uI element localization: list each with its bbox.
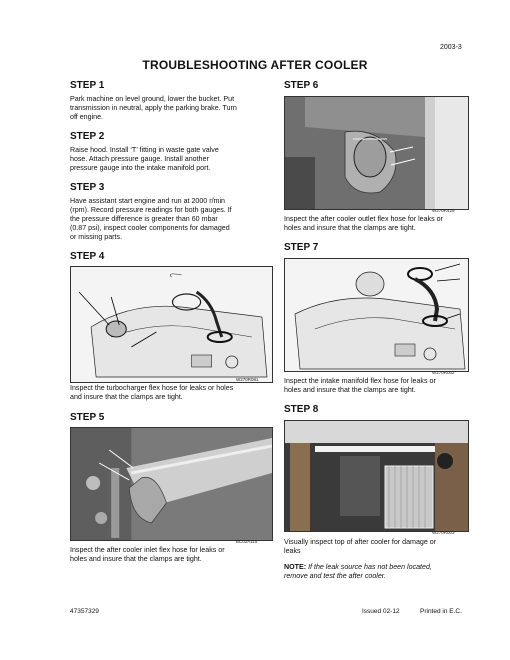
- footer-printed: Printed in E.C.: [420, 608, 462, 615]
- step-2-text: Raise hood. Install ‘T’ fitting in waste gate valve hose. Attach pressure gauge. Install another pressure gauge into the intake manifold port.: [70, 146, 219, 172]
- step-1-heading: STEP 1: [70, 80, 105, 91]
- step-6-text: Inspect the after cooler outlet flex hose for leaks or holes and insure that the clamps are tight.: [284, 215, 443, 232]
- note-text-1: If the leak source has not been located,: [308, 563, 432, 571]
- step-5-image-id: BC02A115: [236, 539, 258, 544]
- step-7-image: [284, 258, 469, 372]
- step-8-heading: STEP 8: [284, 404, 319, 415]
- step-5-heading: STEP 5: [70, 412, 105, 423]
- step-3-heading: STEP 3: [70, 182, 105, 193]
- step-8-text: Visually inspect top of after cooler for damage or leaks: [284, 538, 437, 555]
- page-number: 2003-3: [440, 44, 462, 51]
- step-7-image-id: W270R002: [432, 370, 455, 375]
- step-4-image: [70, 266, 273, 383]
- step-7-heading: STEP 7: [284, 242, 319, 253]
- step-1-text: Park machine on level ground, lower the bucket. Put transmission in neutral, apply the parking brake. Turn off engine.: [70, 95, 237, 121]
- footer-issued: Issued 02-12: [362, 608, 400, 615]
- step-2-heading: STEP 2: [70, 131, 105, 142]
- step-8-image: [284, 420, 469, 532]
- page-title: TROUBLESHOOTING AFTER COOLER: [142, 58, 368, 72]
- step-3-text: Have assistant start engine and run at 2000 r/min (rpm). Record pressure readings for both gauges. If the pressure difference is greater than 60 mbar (0.87 psi), inspect cooler components for damaged or missing parts.: [70, 197, 232, 241]
- step-7-text: Inspect the intake manifold flex hose for leaks or holes and insure that the clamps are tight.: [284, 377, 436, 394]
- step-6-heading: STEP 6: [284, 80, 319, 91]
- step-6-image-id: W270R429: [432, 208, 455, 213]
- step-5-image: [70, 427, 273, 541]
- step-4-heading: STEP 4: [70, 251, 105, 262]
- step-8-image-id: W270R003: [432, 530, 455, 535]
- note: [284, 563, 432, 581]
- step-4-image-id: W270R081: [236, 377, 259, 382]
- step-6-image: [284, 96, 469, 210]
- step-5-text: Inspect the after cooler inlet flex hose for leaks or holes and insure that the clamps are tight.: [70, 546, 225, 563]
- note-text-2: remove and test the after cooler.: [284, 572, 386, 580]
- note-label: NOTE:: [284, 563, 307, 571]
- footer-part-number: 47357329: [70, 608, 99, 615]
- step-4-text: Inspect the turbocharger flex hose for leaks or holes and insure that the clamps are tight.: [70, 384, 234, 401]
